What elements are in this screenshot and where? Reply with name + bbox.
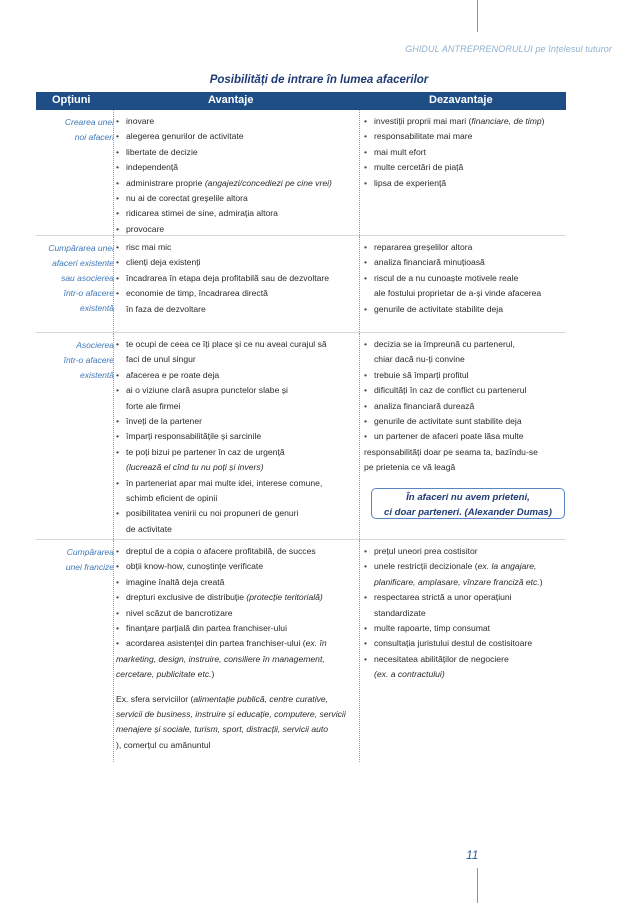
table-header <box>36 92 566 110</box>
advantages-cell: • te ocupi de ceea ce îți place și ce nu aveai curajul să faci de unul singur • afacerea e pe roate deja • ai o viziune clară asupra punctelor slabe și forte ale firmei • înveți de la partener • împarți responsabilitățile și sarcinile • te poți bizui pe partener în caz de urgență (lucrează el cînd tu nu poți și invers) • în parteneriat apar mai multe idei, interese comune, schimb eficient de opinii • posibilitatea venirii cu noi propuneri de genuri de activitate <box>116 337 366 537</box>
page-number: 11 <box>466 848 479 862</box>
running-header: GHIDUL ANTREPRENORULUI pe înțelesul tuturor <box>405 44 612 54</box>
table-row-franchise <box>36 540 566 762</box>
advantages-cell: • risc mai mic • clienți deja existenți • încadrarea în etapa deja profitabilă sau de dezvoltare • economie de timp, încadrarea directă în faza de dezvoltare <box>116 240 366 317</box>
advantages-cell: • inovare • alegerea genurilor de activitate • libertate de decizie • independență • administrare proprie (angajezi/concediezi pe cine vrei) • nu ai de corectat greșelile altora • ridicarea stimei de sine, admirația altora • provocare <box>116 114 366 237</box>
table-row-new-business <box>36 110 566 236</box>
header-disadvantages: Dezavantaje <box>429 94 493 106</box>
bottom-rule <box>477 868 478 903</box>
option-label: Crearea unei noi afaceri <box>64 117 114 142</box>
disadvantages-cell: • investiții proprii mai mari (financiare, de timp) • responsabilitate mai mare • mai mult efort • multe cercetări de piață • lipsa de experiență <box>364 114 570 191</box>
header-advantages: Avantaje <box>208 94 254 106</box>
advantages-cell: • dreptul de a copia o afacere profitabilă, de succes • obții know-how, cunoștințe verificate • imagine înaltă deja creată • drepturi exclusive de distribuție (protecție teritorială) • nivel scăzut de bancrotizare • finanțare parțială din partea franchiser-ului • acordarea asistenței din partea franchiser-ului (ex. în marketing, design, instruire, consiliere în management, cercetare, publicitate etc.) Ex. sfera serviciilor (alimentație publică, centre curative, servicii de business, instruire și educație, computere, servicii menajere și sociale, turism, sport, distracții, servicii auto ), comerțul cu amănuntul <box>116 544 366 753</box>
disadvantages-cell: • repararea greșelilor altora • analiza financiară minuțioasă • riscul de a nu cunoaște motivele reale ale fostului proprietar de a-și vinde afacerea • genurile de activitate stabilite deja <box>364 240 570 317</box>
top-rule <box>477 0 478 32</box>
header-options: Opțiuni <box>52 94 91 106</box>
table-row-association <box>36 333 566 540</box>
disadvantages-cell: • decizia se ia împreună cu partenerul, chiar dacă nu-ți convine • trebuie să împarți profitul • dificultăți în caz de conflict cu partenerul • analiza financiară durează • genurile de activitate sunt stabilite deja • un partener de afaceri poate lăsa multe responsabilități doar pe seama ta, bazîndu-se pe prietenia ce vă leagă <box>364 337 570 476</box>
quote-box: În afaceri nu avem prieteni, ci doar parteneri. (Alexander Dumas) <box>371 488 565 519</box>
option-label: Cumpărarea unei afaceri existente sau asocierea într-o afacere existentă <box>48 243 114 313</box>
table-title: Posibilități de intrare în lumea afacerilor <box>209 74 429 86</box>
table-row-buy-existing <box>36 236 566 333</box>
option-label: Cumpărarea unei francize <box>65 547 114 572</box>
option-label: Asocierea într-o afacere existentă <box>63 340 114 380</box>
disadvantages-cell: • prețul uneori prea costisitor • unele restricții decizionale (ex. la angajare, planificare, amplasare, vînzare franciză etc.) • respectarea strictă a unor operațiuni standardizate • multe rapoarte, timp consumat • consultația juristului destul de costisitoare • necesitatea abilităților de negociere (ex. a contractului) <box>364 544 570 683</box>
